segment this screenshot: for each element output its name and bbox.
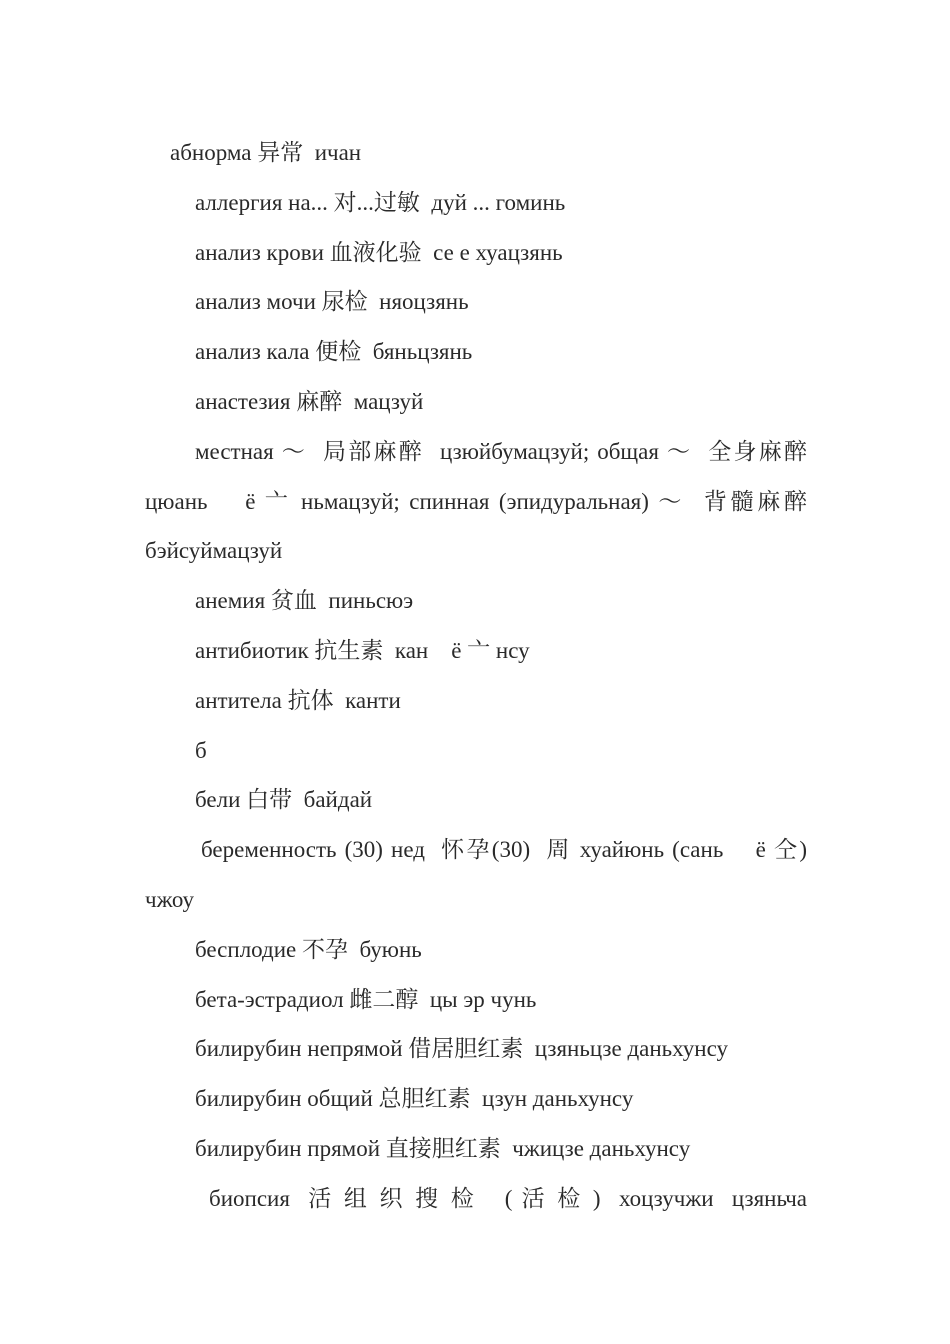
term-entry: анастезия 麻醉 мацзуй: [195, 388, 424, 414]
term-entry: билирубин общий 总胆红素 цзун даньхунсу: [195, 1086, 634, 1112]
term-entry: биопсия 活 组 织 搜 检 ( 活 检 ) хоцзучжи цзяньча: [209, 1185, 807, 1211]
section-letter: б: [195, 737, 207, 763]
term-entry: абнорма 异常 ичан: [170, 140, 362, 165]
term-entry: анализ мочи 尿检 няоцзянь: [195, 289, 469, 315]
term-entry: бели 白带 байдай: [195, 787, 373, 813]
term-entry: антибиотик 抗生素 кан ё 亠 нсу: [195, 637, 530, 663]
term-entry: анализ крови 血液化验 се е хуацзянь: [195, 239, 563, 265]
term-entry: бесплодие 不孕 буюнь: [195, 936, 422, 962]
term-entry: билирубин прямой 直接胆红素 чжицзе даньхунсу: [195, 1135, 691, 1161]
term-entry: бета-эстрадиол 雌二醇 цы эр чунь: [195, 986, 537, 1012]
term-entry: анализ кала 便检 бяньцзянь: [195, 339, 473, 365]
term-entry: билирубин непрямой 借居胆红素 цзяньцзе даньхунсу: [195, 1036, 729, 1062]
term-entry: беременность (30) нед 怀孕(30) 周 хуайюнь (сань ё 仝) чжоу: [145, 837, 813, 912]
term-entry: местная ～ 局部麻醉 цзюйбумацзуй; общая ～ 全身麻醉 цюань ё 亠 ньмацзуй; спинная (эпидуральная) ～ 背髓麻醉 бэйсуймацзуй: [145, 438, 819, 564]
document-page: [145, 128, 819, 1224]
term-entry: антитела 抗体 канти: [195, 687, 401, 713]
term-entry: аллергия на... 对...过敏 дуй ... гоминь: [195, 189, 566, 215]
term-entry: анемия 贫血 пиньсюэ: [195, 588, 414, 614]
